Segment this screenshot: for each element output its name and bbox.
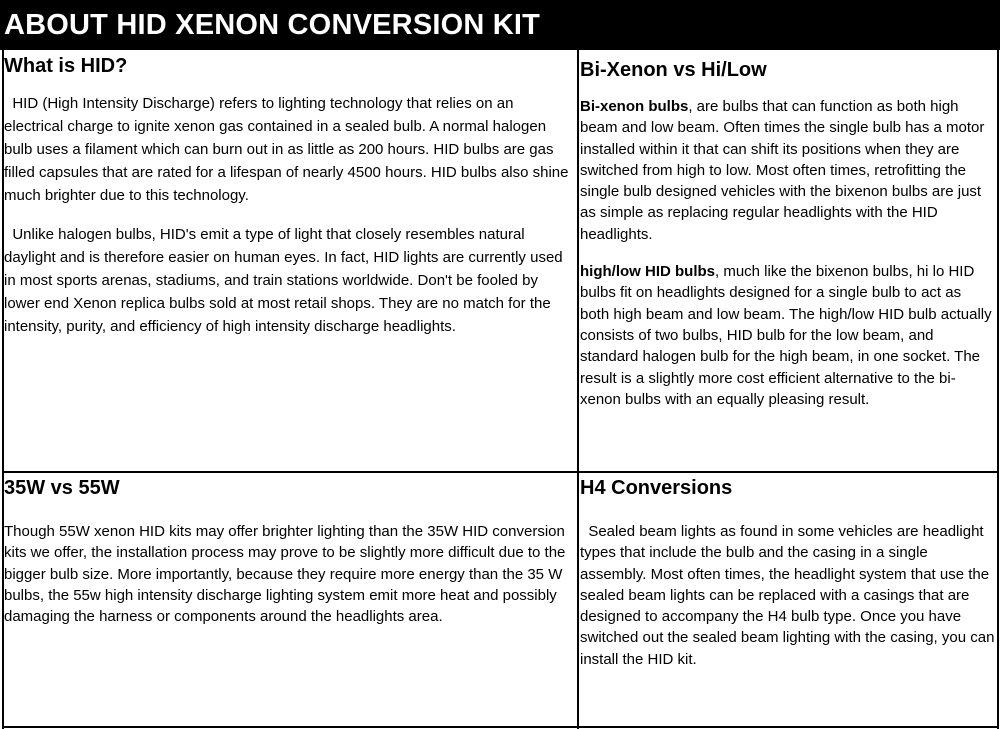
section-paragraph: HID (High Intensity Discharge) refers to lighting technology that relies on an electrical charge to ignite xenon gas contained in a sealed bulb. A normal halogen bulb uses a filament which can burn out in as little as 200 hours. HID bulbs are gas filled capsules that are rated for a lifespan of nearly 4500 hours. HID bulbs also shine much brighter due to this technology. bbox=[4, 95, 569, 204]
section-paragraph bbox=[580, 96, 994, 245]
paragraph-text: , are bulbs that can function as both high beam and low beam. Often times the single bulb has a motor installed within it that can shift its positions when they are switched from high to low. Most often times, retrofitting the single bulb designed vehicles with the bixenon bulbs are just as simple as replacing regular headlights with the HID headlights. bbox=[580, 98, 985, 243]
section-heading: Bi-Xenon vs Hi/Low bbox=[580, 59, 767, 81]
page-title: ABOUT HID XENON CONVERSION KIT bbox=[4, 9, 541, 41]
paragraph-text: , much like the bixenon bulbs, hi lo HID bulbs fit on headlights designed for a single bulb to act as both high beam and low beam. The high/low HID bulb actually consists of two bulbs, HID bulb for the low beam, and standard halogen bulb for the high beam, in one socket. The result is a slightly more cost efficient alternative to the bi-xenon bulbs with an equally pleasing result. bbox=[580, 263, 992, 408]
section-paragraph: Though 55W xenon HID kits may offer brighter lighting than the 35W HID conversion kits we offer, the installation process may prove to be slightly more difficult due to the bigger bulb size. More importantly, because they require more energy than the 35 W bulbs, the 55w high intensity discharge lighting system emit more heat and possibly damaging the harness or components around the headlights area. bbox=[4, 523, 566, 626]
section-35w-vs-55w bbox=[4, 476, 574, 627]
section-paragraph: Sealed beam lights as found in some vehicles are headlight types that include the bulb and the casing in a single assembly. Most often times, the headlight system that use the sealed beam lights can be replaced with a casings that are designed to accompany the H4 bulb type. Once you have switched out the sealed beam lighting with the casing, you can install the HID kit. bbox=[580, 523, 995, 668]
bold-term: high/low HID bulbs bbox=[580, 263, 715, 281]
page-header bbox=[0, 0, 1000, 50]
section-what-is-hid bbox=[4, 54, 574, 338]
section-bixenon bbox=[580, 58, 994, 410]
section-heading: H4 Conversions bbox=[580, 477, 733, 499]
section-heading: 35W vs 55W bbox=[4, 477, 120, 499]
table-divider-vertical bbox=[577, 50, 579, 729]
section-paragraph bbox=[580, 261, 994, 410]
section-h4-conversions bbox=[580, 476, 996, 670]
section-paragraph: Unlike halogen bulbs, HID's emit a type of light that closely resembles natural daylight and is therefore easier on human eyes. In fact, HID lights are currently used in most sports arenas, stadiums, and train stations worldwide. Don't be fooled by lower end Xenon replica bulbs sold at most retail shops. They are no match for the intensity, purity, and efficiency of high intensity discharge headlights. bbox=[4, 226, 563, 335]
section-heading: What is HID? bbox=[4, 55, 128, 77]
table-border-bottom bbox=[2, 726, 999, 728]
bold-term: Bi-xenon bulbs bbox=[580, 98, 689, 115]
table-divider-horizontal bbox=[2, 471, 999, 473]
table-border-right bbox=[997, 50, 999, 729]
